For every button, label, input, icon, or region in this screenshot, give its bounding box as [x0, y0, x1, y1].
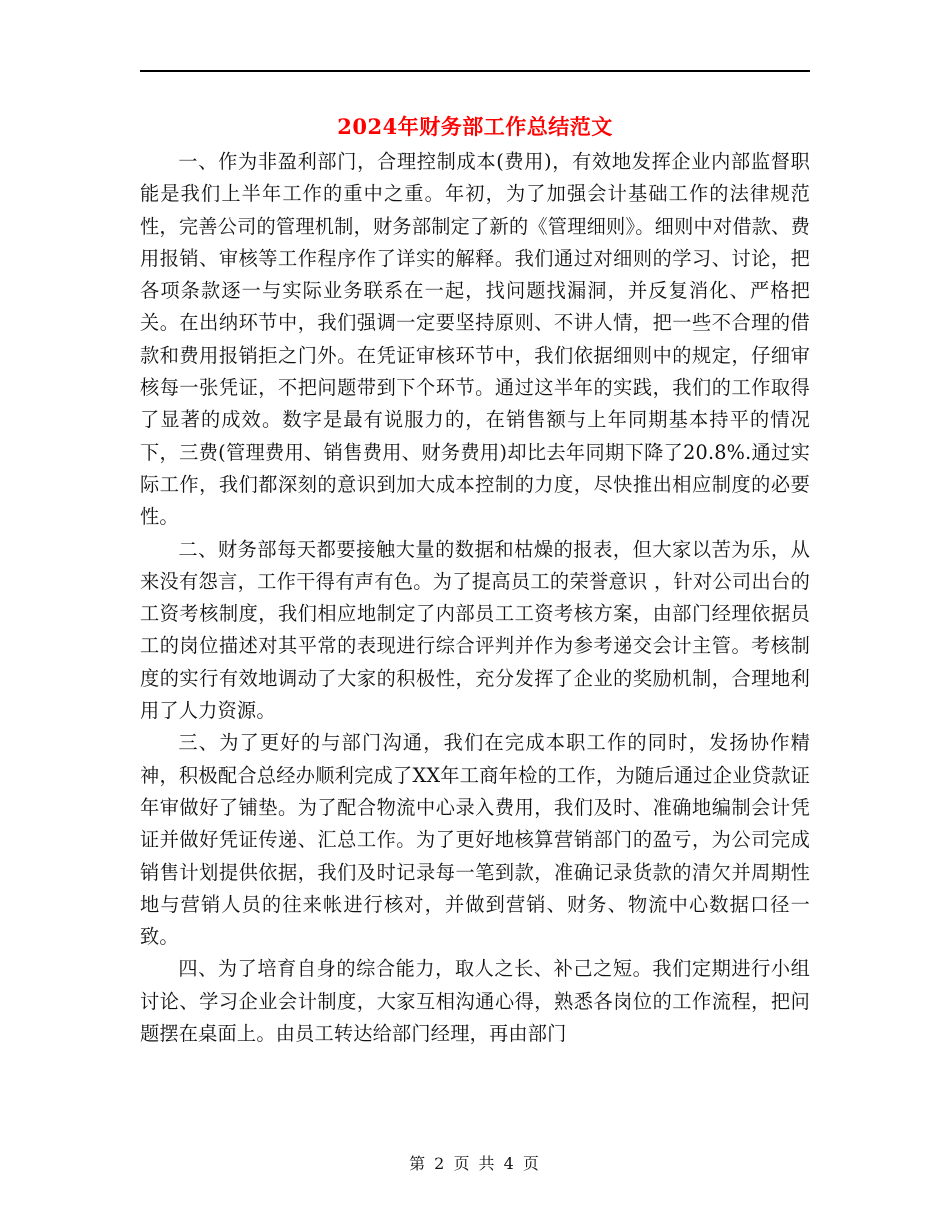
- page-number-footer: 第 2 页 共 4 页: [409, 1154, 541, 1173]
- document-body: [140, 146, 810, 1050]
- header-rule: [140, 70, 810, 72]
- paragraph-1: 一、作为非盈利部门，合理控制成本(费用)，有效地发挥企业内部监督职能是我们上半年工作的重中之重。年初，为了加强会计基础工作的法律规范性，完善公司的管理机制，财务部制定了新的《管理细则》。细则中对借款、费用报销、审核等工作程序作了详实的解释。我们通过对细则的学习、讨论，把各项条款逐一与实际业务联系在一起，找问题找漏洞，并反复消化、严格把关。在出纳环节中，我们强调一定要坚持原则、不讲人情，把一些不合理的借款和费用报销拒之门外。在凭证审核环节中，我们依据细则中的规定，仔细审核每一张凭证，不把问题带到下个环节。通过这半年的实践，我们的工作取得了显著的成效。数字是最有说服力的，在销售额与上年同期基本持平的情况下，三费(管理费用、销售费用、财务费用)却比去年同期下降了20.8%.通过实际工作，我们都深刻的意识到加大成本控制的力度，尽快推出相应制度的必要性。: [140, 150, 810, 529]
- paragraph-4: 四、为了培育自身的综合能力，取人之长、补己之短。我们定期进行小组讨论、学习企业会计制度，大家互相沟通心得，熟悉各岗位的工作流程，把问题摆在桌面上。由员工转达给部门经理，再由部门: [140, 957, 810, 1046]
- document-title: 2024年财务部工作总结范文: [337, 114, 613, 139]
- paragraph-2: 二、财务部每天都要接触大量的数据和枯燥的报表，但大家以苦为乐，从来没有怨言，工作干得有声有色。为了提高员工的荣誉意识 ，针对公司出台的工资考核制度，我们相应地制定了内部员工工资考核方案，由部门经理依据员工的岗位描述对其平常的表现进行综合评判并作为参考递交会计主管。考核制度的实行有效地调动了大家的积极性，充分发挥了企业的奖励机制，合理地利用了人力资源。: [140, 537, 810, 723]
- paragraph-3: 三、为了更好的与部门沟通，我们在完成本职工作的同时，发扬协作精神，积极配合总经办顺利完成了XX年工商年检的工作，为随后通过企业贷款证年审做好了铺垫。为了配合物流中心录入费用，我们及时、准确地编制会计凭证并做好凭证传递、汇总工作。为了更好地核算营销部门的盈亏，为公司完成销售计划提供依据，我们及时记录每一笔到款，准确记录货款的清欠并周期性地与营销人员的往来帐进行核对，并做到营销、财务、物流中心数据口径一致。: [140, 731, 810, 949]
